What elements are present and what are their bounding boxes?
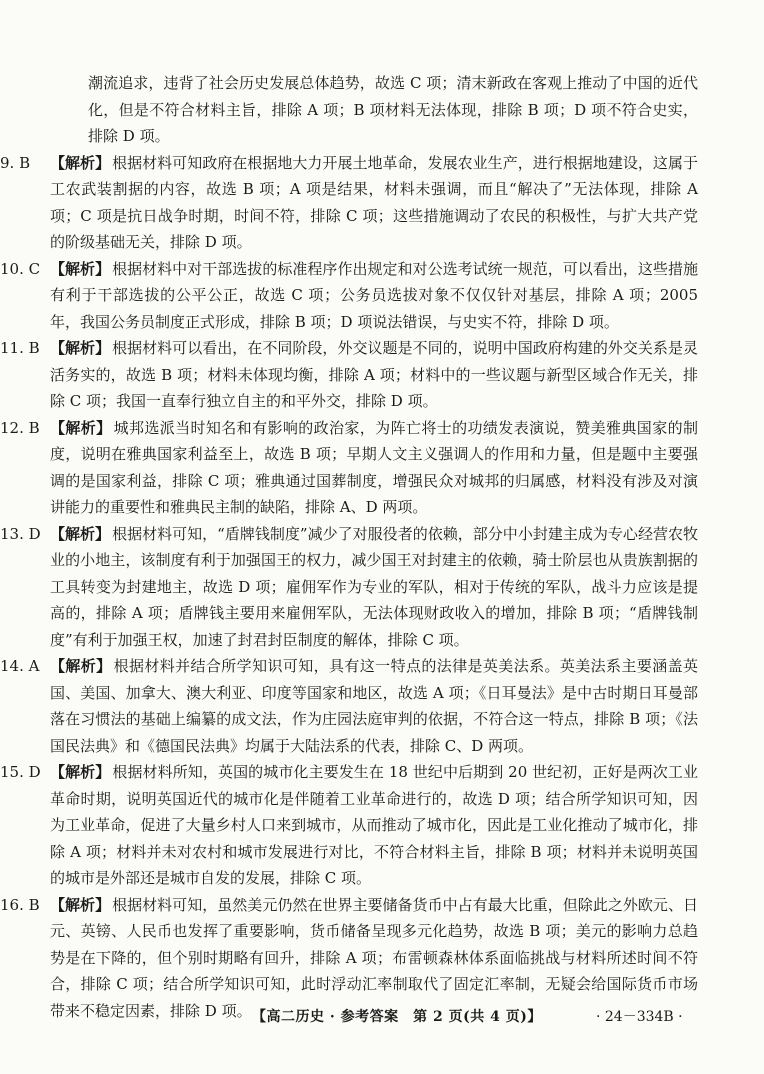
answer-body	[50, 892, 698, 1025]
answer-item	[0, 521, 698, 654]
answer-item	[0, 150, 698, 256]
intro-paragraph: 潮流追求，违背了社会历史发展总体趋势，故选 C 项；清末新政在客观上推动了中国的近代化，但是不符合材料主旨，排除 A 项；B 项材料无法体现，排除 B 项；D 项不符合史实，排除 D 项。	[88, 74, 698, 145]
answer-body	[50, 759, 698, 892]
answer-body	[50, 335, 698, 415]
answer-body	[50, 150, 698, 256]
answer-number	[0, 892, 50, 1025]
analysis-text: 根据材料并结合所学知识可知，具有这一特点的法律是英美法系。英美法系主要涵盖英国、美国、加拿大、澳大利亚、印度等国家和地区，故选 A 项；《日耳曼法》是中古时期日耳曼部落在习惯法的基础上编纂的成文法，作为庄园法庭审判的依据，不符合这一特点，排除 B 项；《法国民法典》和《德国民法典》均属于大陆法系的代表，排除 C、D 两项。	[50, 657, 698, 755]
answer-number-label: 10. C	[0, 259, 41, 278]
answer-body	[50, 521, 698, 654]
answer-number-label: 14. A	[0, 657, 40, 675]
analysis-tag: 【解析】	[50, 339, 111, 357]
analysis-text: 根据材料所知，英国的城市化主要发生在 18 世纪中后期到 20 世纪初，正好是两次工业革命时期，说明英国近代的城市化是伴随着工业革命进行的，故选 D 项；结合所学知识可知，因为工业革命，促进了大量乡村人口来到城市，从而推动了城市化，因此是工业化推动了城市化，排除 A 项；材料并未对农村和城市发展进行对比，不符合材料主旨，排除 B 项；材料并未说明英国的城市是外部还是城市自发的发展，排除 C 项。	[50, 763, 698, 887]
analysis-text: 根据材料可知，“盾牌钱制度”减少了对服役者的依赖，部分中小封建主成为专心经营农牧业的小地主，该制度有利于加强国王的权力，减少国王对封建主的依赖，骑士阶层也从贵族割据的工具转变为封建地主，故选 D 项；雇佣军作为专业的军队，相对于传统的军队，战斗力应该是提高的，排除 A 项；盾牌钱主要用来雇佣军队，无法体现财政收入的增加，排除 B 项；“盾牌钱制度”有利于加强王权，加速了封君封臣制度的解体，排除 C 项。	[50, 524, 698, 649]
answer-number-label: 15. D	[0, 763, 41, 781]
answer-number	[0, 335, 50, 415]
answer-item	[0, 759, 698, 892]
answer-item	[0, 256, 698, 336]
answer-number	[0, 521, 50, 654]
analysis-tag: 【解析】	[50, 524, 111, 543]
answer-number	[0, 256, 50, 336]
answer-body	[50, 256, 698, 336]
analysis-tag: 【解析】	[50, 657, 112, 675]
answer-number	[0, 653, 50, 759]
page-footer	[0, 1006, 764, 1030]
answer-item	[0, 335, 698, 415]
answer-number	[0, 150, 50, 256]
answer-item	[0, 892, 698, 1025]
answer-content	[0, 70, 698, 1024]
analysis-text: 城邦选派当时知名和有影响的政治家，为阵亡将士的功绩发表演说，赞美雅典国家的制度，说明在雅典国家利益至上，故选 B 项；早期人文主义强调人的作用和力量，但是题中主要强调的是国家利益，排除 C 项；雅典通过国葬制度，增强民众对城邦的归属感，材料没有涉及对演讲能力的重要性和雅典民主制的缺陷，排除 A、D 两项。	[50, 418, 698, 516]
answer-body	[50, 653, 698, 759]
analysis-tag: 【解析】	[50, 259, 111, 278]
answer-number	[0, 415, 50, 521]
answer-number-label: 11. B	[0, 339, 40, 357]
analysis-tag: 【解析】	[50, 153, 111, 172]
footer-title: 【高二历史 · 参考答案 第 2 页(共 4 页)】	[252, 1009, 542, 1025]
analysis-tag: 【解析】	[50, 418, 112, 437]
analysis-text: 根据材料可知，虽然美元仍然在世界主要储备货币中占有最大比重，但除此之外欧元、日元、英镑、人民币也发挥了重要影响，货币储备呈现多元化趋势，故选 B 项；美元的影响力总趋势是在下降的，但个别时期略有回升，排除 A 项；布雷顿森林体系面临挑战与材料所述时间不符合，排除 C 项；结合所学知识可知，此时浮动汇率制取代了固定汇率制，无疑会给国际货币市场带来不稳定因素，排除 D 项。	[50, 895, 698, 1020]
answer-body	[50, 415, 698, 521]
analysis-tag: 【解析】	[50, 895, 111, 914]
analysis-text: 根据材料可以看出，在不同阶段，外交议题是不同的，说明中国政府构建的外交关系是灵活务实的，故选 B 项；材料未体现均衡，排除 A 项；材料中的一些议题与新型区域合作无关，排除 C 项；我国一直奉行独立自主的和平外交，排除 D 项。	[50, 339, 698, 410]
answer-number-label: 16. B	[0, 895, 40, 914]
answer-item	[0, 653, 698, 759]
answer-number-label: 13. D	[0, 524, 41, 543]
answer-item	[0, 415, 698, 521]
analysis-text: 根据材料可知政府在根据地大力开展土地革命，发展农业生产，进行根据地建设，这属于工农武装割据的内容，故选 B 项；A 项是结果，材料未强调，而且“解决了”无法体现，排除 A 项；C 项是抗日战争时期，时间不符，排除 C 项；这些措施调动了农民的积极性，与扩大共产党的阶级基础无关，排除 D 项。	[50, 153, 698, 251]
answer-number	[0, 759, 50, 892]
answer-number-label: 9. B	[0, 153, 31, 172]
answer-number-label: 12. B	[0, 418, 40, 437]
answer-list	[0, 150, 698, 1025]
analysis-tag: 【解析】	[50, 763, 111, 781]
analysis-text: 根据材料中对干部选拔的标准程序作出规定和对公选考试统一规范，可以看出，这些措施有利于干部选拔的公平公正，故选 C 项；公务员选拔对象不仅仅针对基层，排除 A 项；2005 年，我国公务员制度正式形成，排除 B 项；D 项说法错误，与史实不符，排除 D 项。	[50, 259, 698, 331]
footer-code: · 24－334B ·	[596, 1009, 683, 1025]
